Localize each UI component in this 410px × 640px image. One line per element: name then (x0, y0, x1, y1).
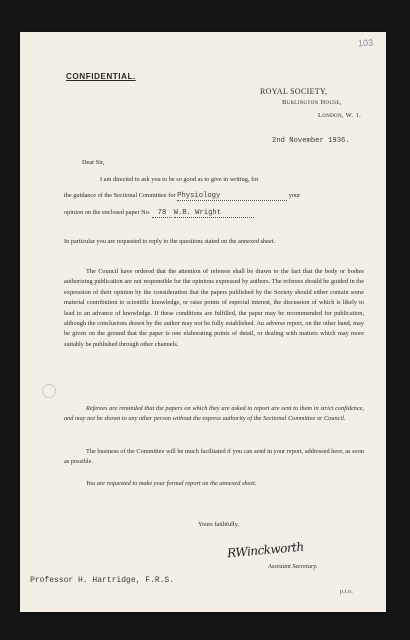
letterhead-name: ROYAL SOCIETY, (260, 87, 328, 96)
salutation: Dear Sir, (82, 159, 105, 166)
committee-field (177, 192, 287, 201)
questions-paragraph: In particular you are requested to reply to the questions stated on the annexed sheet. (64, 238, 276, 245)
your-text: your (288, 192, 301, 199)
author-field (174, 209, 254, 218)
referees-paragraph: Referees are reminded that the papers on which they are asked to report are sent to them in strict confidence, and may not be shown to any other person without the express authority of the Sectional Committee or Council. (64, 405, 364, 423)
author-value: W.B. Wright (173, 209, 222, 217)
council-paragraph: The Council have ordered that the attention of referees shall be drawn to the fact that the body or bodies authorizing publication are not responsible for the opinions expressed by authors. The referees should be guided in the expression of their opinion by the consideration that the papers published by the Society should either contain some material contribution to scientific knowledge, or raise points of especial interest, the discussion of which is likely to lead to an advance of knowledge. If these conditions are fulfilled, the paper may be recommended for publication, although the conclusions drawn by the author may not be fully established. An adverse report, on the other hand, may be given on the ground that the paper is one elaborating points of detail, or dealing with matters which may more suitably be published through other channels. (64, 268, 364, 348)
formal-report-paragraph: You are requested to make your formal report on the annexed sheet. (86, 480, 257, 487)
letterhead-address-2: London, W. 1. (318, 112, 362, 119)
letterhead-address-1: Burlington House, (282, 99, 342, 106)
signatory-title: Assistant Secretary. (268, 563, 318, 570)
business-paragraph: The business of the Committee will be much facilitated if you can send in your report, addressed here, as soon as possible. (64, 448, 364, 466)
handwritten-signature: RWinckworth (226, 539, 305, 561)
addressee: Professor H. Hartridge, F.R.S. (30, 576, 175, 585)
guidance-text: the guidance of the Sectional Committee for (64, 192, 176, 199)
pto-note: p.t.o. (340, 588, 353, 595)
confidential-heading: CONFIDENTIAL. (66, 72, 136, 81)
committee-value: Physiology (177, 192, 221, 200)
letter-sheet (20, 32, 386, 612)
opinion-text: opinion on the enclosed paper (64, 209, 140, 216)
paper-no-label: No. (141, 209, 151, 216)
directed-line-1: I am directed to ask you to be so good as to give in writing, for (100, 176, 259, 183)
directed-line-3 (64, 209, 364, 218)
letter-date: 2nd November 1936. (272, 137, 350, 145)
closing: Yours faithfully, (198, 521, 239, 528)
blind-stamp (42, 384, 56, 398)
pencil-folio-number: 103 (357, 37, 374, 49)
paper-number-field (152, 209, 172, 218)
directed-line-2 (64, 192, 364, 201)
paper-number-value: 78 (157, 209, 167, 217)
